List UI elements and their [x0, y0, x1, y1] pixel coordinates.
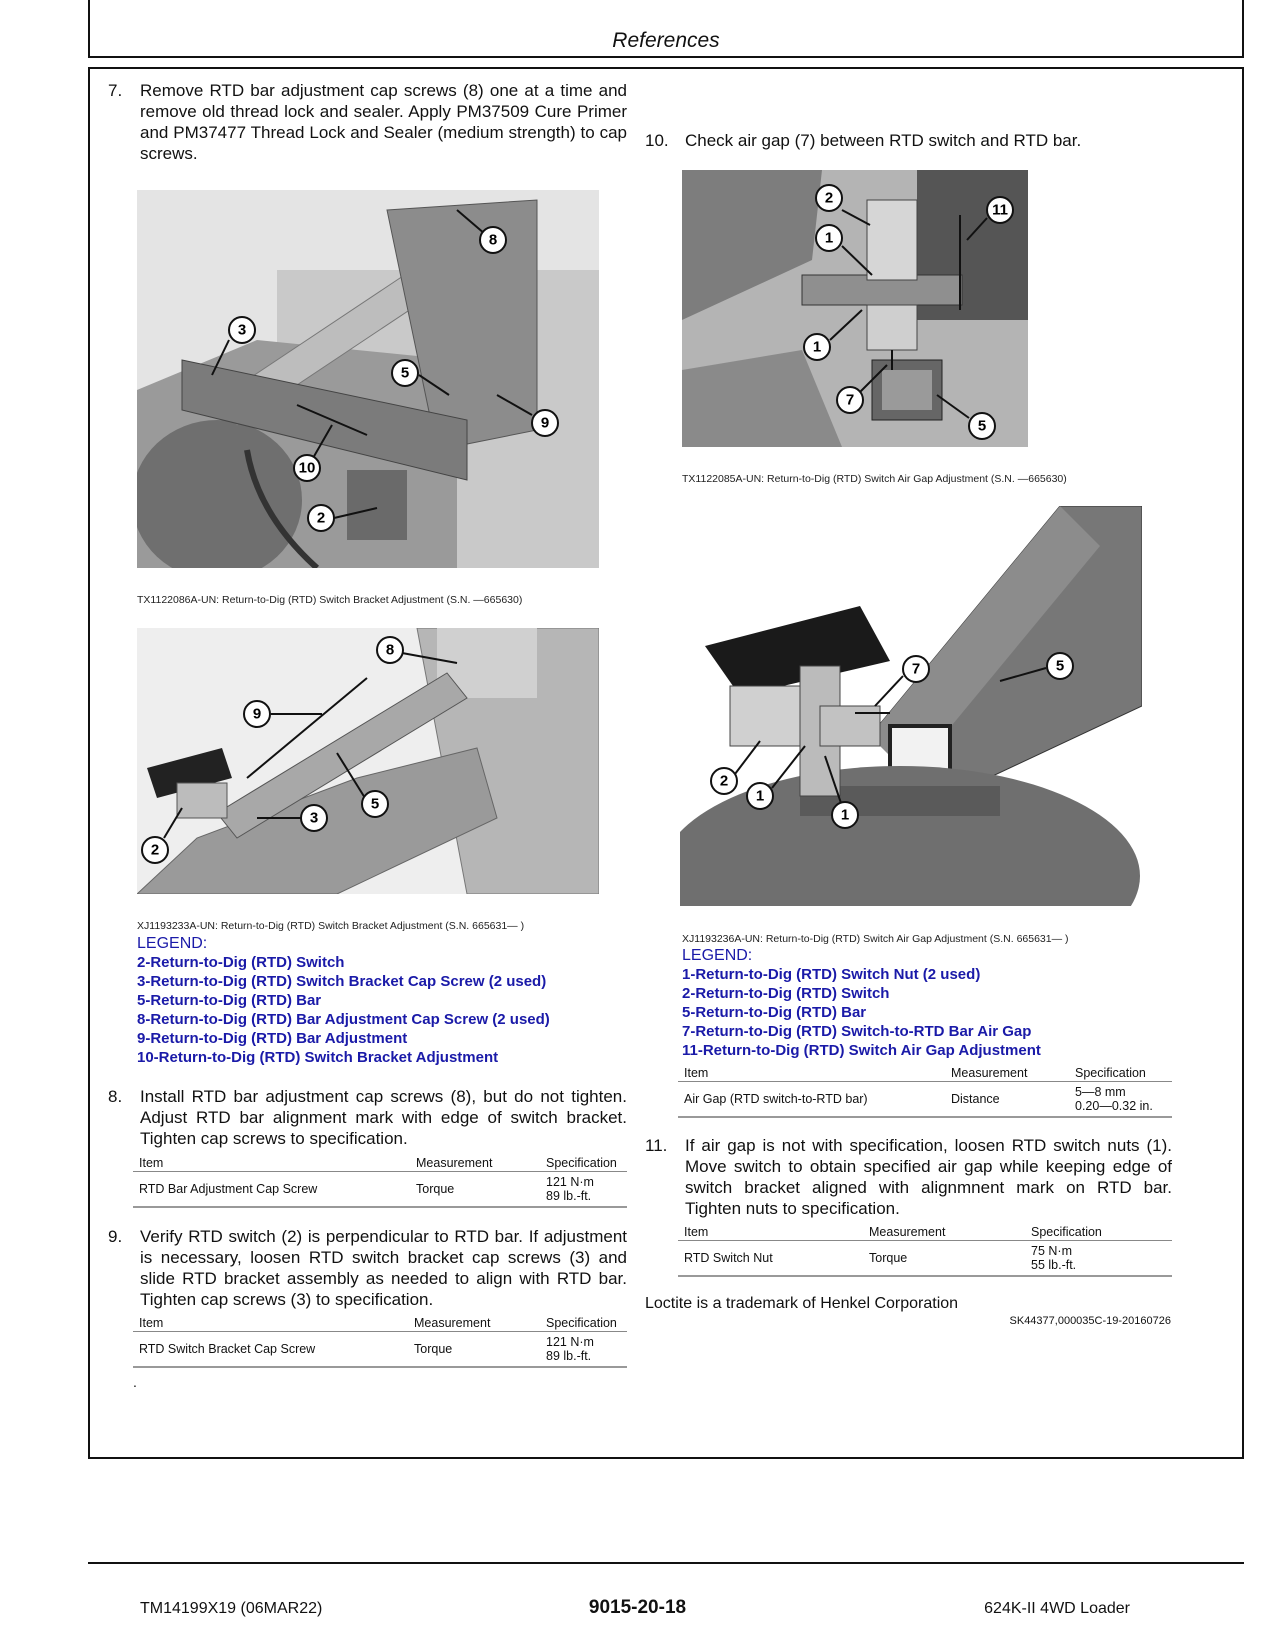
stray-dot: .: [133, 1374, 137, 1390]
trademark-note: Loctite is a trademark of Henkel Corporation: [645, 1295, 959, 1312]
svg-text:10: 10: [298, 459, 316, 477]
footer-manual-id: TM14199X19 (06MAR22): [140, 1600, 323, 1617]
legend-right: [682, 947, 1041, 1060]
legend-title: LEGEND:: [137, 935, 208, 952]
legend-item: 9-Return-to-Dig (RTD) Bar Adjustment: [137, 1030, 408, 1047]
svg-text:9: 9: [252, 705, 262, 723]
svg-text:5: 5: [400, 364, 410, 382]
svg-text:2: 2: [150, 841, 160, 859]
legend-item: 2-Return-to-Dig (RTD) Switch: [137, 954, 345, 971]
footer-rule: [88, 1562, 1244, 1564]
svg-text:1: 1: [840, 806, 850, 824]
spec-table-air-gap: Item Measurement Specification Air Gap (RTD switch-to-RTD bar) Distance 5—8 mm 0.20—0.32 in.: [678, 1065, 1172, 1118]
table-row: RTD Switch Nut Torque 75 N·m 55 lb.-ft.: [678, 1241, 1172, 1277]
header-frame: [88, 0, 1244, 58]
svg-text:2: 2: [316, 509, 326, 527]
legend-item: 2-Return-to-Dig (RTD) Switch: [682, 985, 890, 1002]
svg-text:3: 3: [237, 321, 247, 339]
legend-item: 1-Return-to-Dig (RTD) Switch Nut (2 used): [682, 966, 981, 983]
legend-title: LEGEND:: [682, 947, 753, 964]
footer-machine-model: 624K-II 4WD Loader: [984, 1600, 1130, 1617]
step-8-text: Install RTD bar adjustment cap screws (8), but do not tighten. Adjust RTD bar alignment mark with edge of switch bracket. Tighten cap screws to specification.: [140, 1087, 627, 1148]
svg-text:3: 3: [309, 809, 319, 827]
step-11-text: If air gap is not with specification, loosen RTD switch nuts (1). Move switch to obtain specified air gap while keeping edge of switch bracket aligned with alignmnent mark on RTD bar. Tighten nuts to specification.: [685, 1136, 1172, 1218]
svg-text:2: 2: [824, 189, 834, 207]
legend-item: 5-Return-to-Dig (RTD) Bar: [682, 1004, 867, 1021]
svg-text:1: 1: [755, 787, 765, 805]
table-row: RTD Switch Bracket Cap Screw Torque 121 N·m 89 lb.-ft.: [133, 1332, 627, 1368]
spec-table-rtd-switch-bracket-cap-screw: Item Measurement Specification RTD Switch Bracket Cap Screw Torque 121 N·m 89 lb.-ft.: [133, 1315, 627, 1368]
svg-text:11: 11: [992, 201, 1008, 219]
svg-text:8: 8: [385, 641, 395, 659]
legend-item: 3-Return-to-Dig (RTD) Switch Bracket Cap Screw (2 used): [137, 973, 547, 990]
legend-item: 5-Return-to-Dig (RTD) Bar: [137, 992, 322, 1009]
step-7: 7. Remove RTD bar adjustment cap screws (8) one at a time and remove old thread lock and sealer. Apply PM37509 Cure Primer and PM37477 Thread Lock and Sealer (medium strength) to cap screws.: [108, 81, 627, 163]
spec-table-rtd-bar-cap-screw: Item Measurement Specification RTD Bar Adjustment Cap Screw Torque 121 N·m 89 lb.-ft.: [133, 1155, 627, 1208]
legend-item: 11-Return-to-Dig (RTD) Switch Air Gap Adjustment: [682, 1042, 1041, 1059]
figure-air-gap-old: [682, 170, 1028, 447]
svg-text:5: 5: [977, 417, 987, 435]
svg-text:7: 7: [911, 660, 921, 678]
svg-text:1: 1: [824, 229, 834, 247]
svg-text:8: 8: [488, 231, 498, 249]
figure-2-caption: XJ1193233A-UN: Return-to-Dig (RTD) Switch Bracket Adjustment (S.N. 665631— ): [137, 920, 525, 932]
step-8: 8. Install RTD bar adjustment cap screws (8), but do not tighten. Adjust RTD bar alignment mark with edge of switch bracket. Tighten cap screws to specification.: [108, 1087, 627, 1148]
table-row: Air Gap (RTD switch-to-RTD bar) Distance 5—8 mm 0.20—0.32 in.: [678, 1082, 1172, 1118]
figure-rtd-bracket-old: [137, 190, 599, 568]
figure-rtd-bracket-new: [137, 628, 599, 894]
svg-text:5: 5: [370, 795, 380, 813]
svg-text:9: 9: [540, 414, 550, 432]
step-9-text: Verify RTD switch (2) is perpendicular to RTD bar. If adjustment is necessary, loosen RTD switch bracket cap screws (3) and slide RTD bracket assembly as needed to align with RTD bar. Tighten cap screws (3) to specification.: [140, 1227, 627, 1309]
step-7-text: Remove RTD bar adjustment cap screws (8) one at a time and remove old thread lock and sealer. Apply PM37509 Cure Primer and PM37477 Thread Lock and Sealer (medium strength) to cap screws.: [140, 81, 627, 163]
step-9: 9. Verify RTD switch (2) is perpendicular to RTD bar. If adjustment is necessary, loosen RTD switch bracket cap screws (3) and slide RTD bracket assembly as needed to align with RTD bar. Tighten cap screws (3) to specification.: [108, 1227, 627, 1309]
svg-text:1: 1: [812, 338, 822, 356]
document-id: SK44377,000035C-19-20160726: [1009, 1315, 1171, 1327]
svg-text:5: 5: [1055, 657, 1065, 675]
figure-4-caption: XJ1193236A-UN: Return-to-Dig (RTD) Switch Air Gap Adjustment (S.N. 665631— ): [682, 933, 1069, 945]
legend-left: [137, 935, 550, 1067]
step-10: 10. Check air gap (7) between RTD switch and RTD bar.: [645, 131, 1082, 150]
figure-3-caption: TX1122085A-UN: Return-to-Dig (RTD) Switch Air Gap Adjustment (S.N. —665630): [682, 473, 1067, 485]
svg-text:2: 2: [719, 772, 729, 790]
step-11: 11. If air gap is not with specification, loosen RTD switch nuts (1). Move switch to obtain specified air gap while keeping edge of switch bracket aligned with alignmnent mark on RTD bar. Tighten nuts to specification.: [645, 1136, 1172, 1218]
page-title: References: [612, 29, 720, 52]
figure-1-caption: TX1122086A-UN: Return-to-Dig (RTD) Switch Bracket Adjustment (S.N. —665630): [137, 594, 523, 606]
spec-table-rtd-switch-nut: Item Measurement Specification RTD Switch Nut Torque 75 N·m 55 lb.-ft.: [678, 1224, 1172, 1277]
step-10-text: Check air gap (7) between RTD switch and RTD bar.: [685, 131, 1082, 150]
table-row: RTD Bar Adjustment Cap Screw Torque 121 N·m 89 lb.-ft.: [133, 1172, 627, 1208]
figure-air-gap-new: [680, 506, 1142, 906]
footer-page-number: 9015-20-18: [588, 1597, 687, 1618]
legend-item: 7-Return-to-Dig (RTD) Switch-to-RTD Bar Air Gap: [682, 1023, 1032, 1040]
legend-item: 8-Return-to-Dig (RTD) Bar Adjustment Cap Screw (2 used): [137, 1011, 550, 1028]
svg-text:7: 7: [845, 391, 855, 409]
legend-item: 10-Return-to-Dig (RTD) Switch Bracket Adjustment: [137, 1049, 499, 1066]
